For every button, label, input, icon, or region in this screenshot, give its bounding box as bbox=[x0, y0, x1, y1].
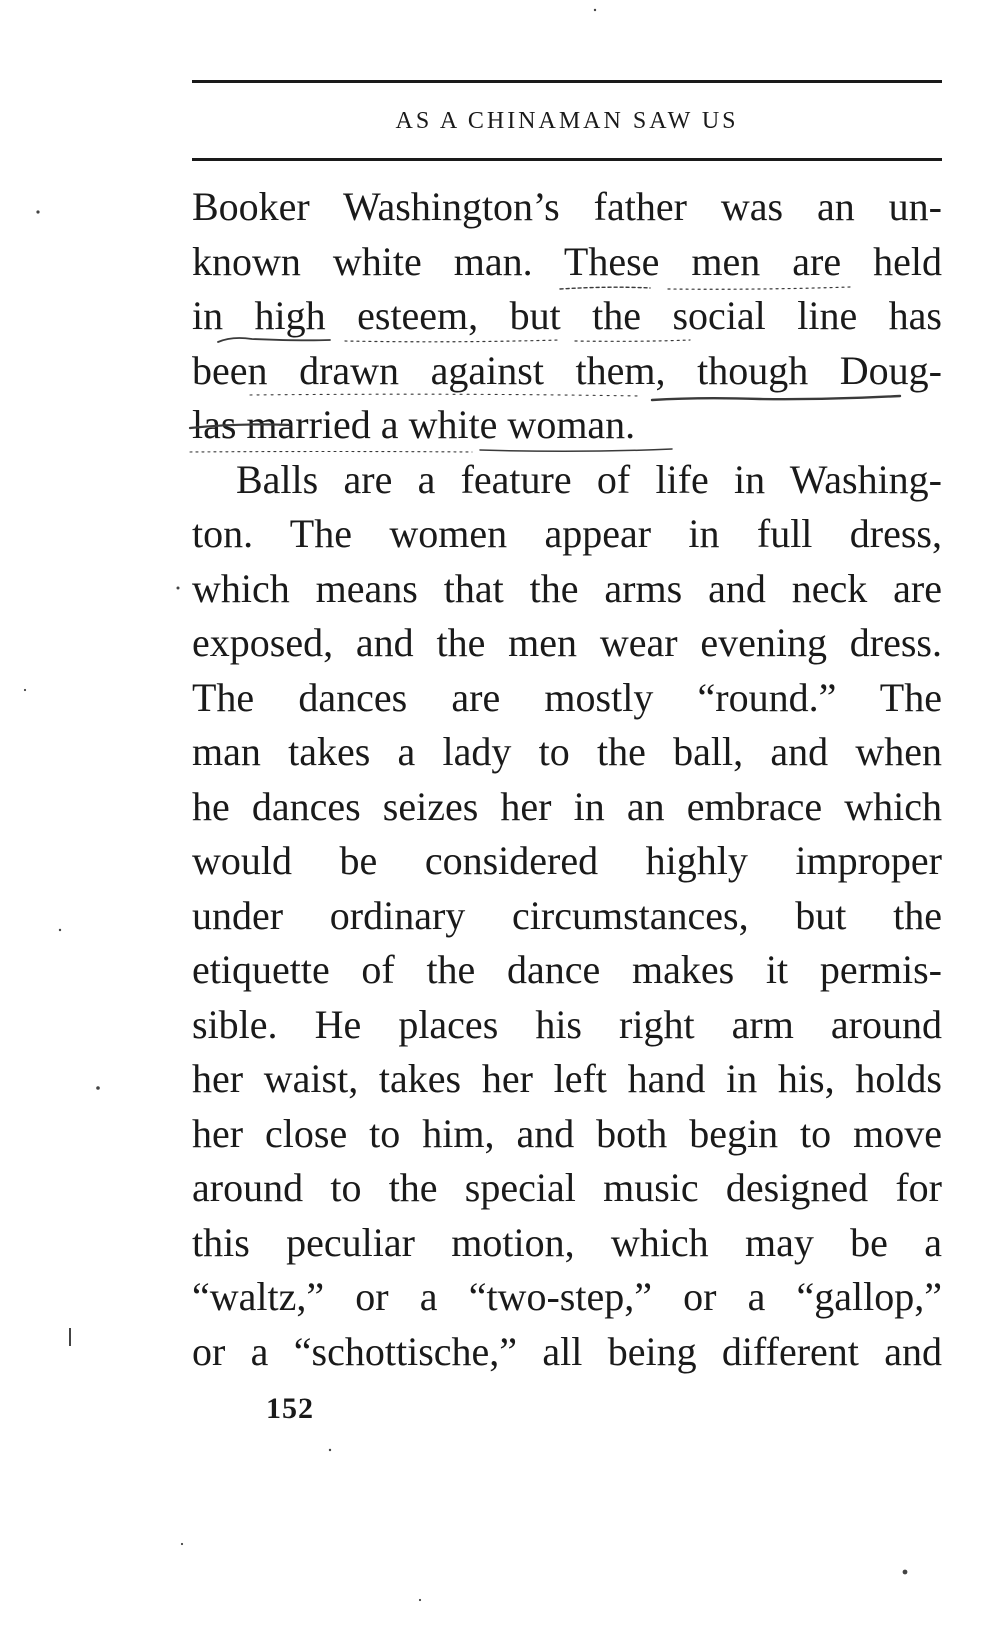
body-text bbox=[192, 180, 942, 1379]
text-line: been drawn against them, though Doug- bbox=[192, 347, 942, 393]
paper-speck bbox=[181, 1543, 183, 1545]
text-line: Booker Washington’s father was an un- bbox=[192, 184, 942, 229]
text-line: Balls are a feature of life in Washing- bbox=[236, 456, 942, 502]
text-line: her waist, takes her left hand in his, holds bbox=[192, 1056, 942, 1101]
text-line: known white man. These men are held bbox=[192, 238, 942, 284]
text-line: he dances seizes her in an embrace which bbox=[192, 783, 942, 829]
text-line: man takes a lady to the ball, and when bbox=[192, 729, 942, 774]
text-line: around to the special music designed for bbox=[192, 1165, 942, 1210]
text-line: The dances are mostly “round.” The bbox=[192, 674, 942, 720]
paper-speck bbox=[419, 1599, 421, 1601]
paper-speck bbox=[24, 689, 26, 691]
header-rule-bottom bbox=[192, 158, 942, 161]
text-line: which means that the arms and neck are bbox=[192, 565, 942, 611]
text-line: “waltz,” or a “two-step,” or a “gallop,” bbox=[192, 1274, 942, 1319]
paper-speck bbox=[177, 587, 180, 590]
text-line: would be considered highly improper bbox=[192, 838, 942, 883]
paper-speck bbox=[594, 9, 596, 11]
paper-speck bbox=[96, 1086, 100, 1090]
text-line: las married a white woman. bbox=[192, 402, 636, 447]
running-head: AS A CHINAMAN SAW US bbox=[395, 108, 739, 134]
text-line: sible. He places his right arm around bbox=[192, 1001, 942, 1047]
paper-speck bbox=[903, 1570, 908, 1575]
text-line: in high esteem, but the social line has bbox=[192, 293, 942, 338]
text-line: ton. The women appear in full dress, bbox=[192, 511, 942, 556]
text-line: under ordinary circumstances, but the bbox=[192, 892, 942, 938]
text-line: this peculiar motion, which may be a bbox=[192, 1219, 942, 1265]
paper-speck bbox=[59, 929, 61, 931]
paper-speck bbox=[69, 1328, 71, 1346]
text-line: her close to him, and both begin to move bbox=[192, 1110, 942, 1156]
book-page bbox=[192, 80, 942, 1530]
text-line: etiquette of the dance makes it permis- bbox=[192, 947, 942, 992]
text-line: or a “schottische,” all being different and bbox=[192, 1328, 942, 1374]
paper-speck bbox=[36, 210, 39, 213]
text-line: exposed, and the men wear evening dress. bbox=[192, 620, 942, 665]
header-rule-top bbox=[192, 80, 942, 83]
page-number: 152 bbox=[266, 1392, 314, 1425]
